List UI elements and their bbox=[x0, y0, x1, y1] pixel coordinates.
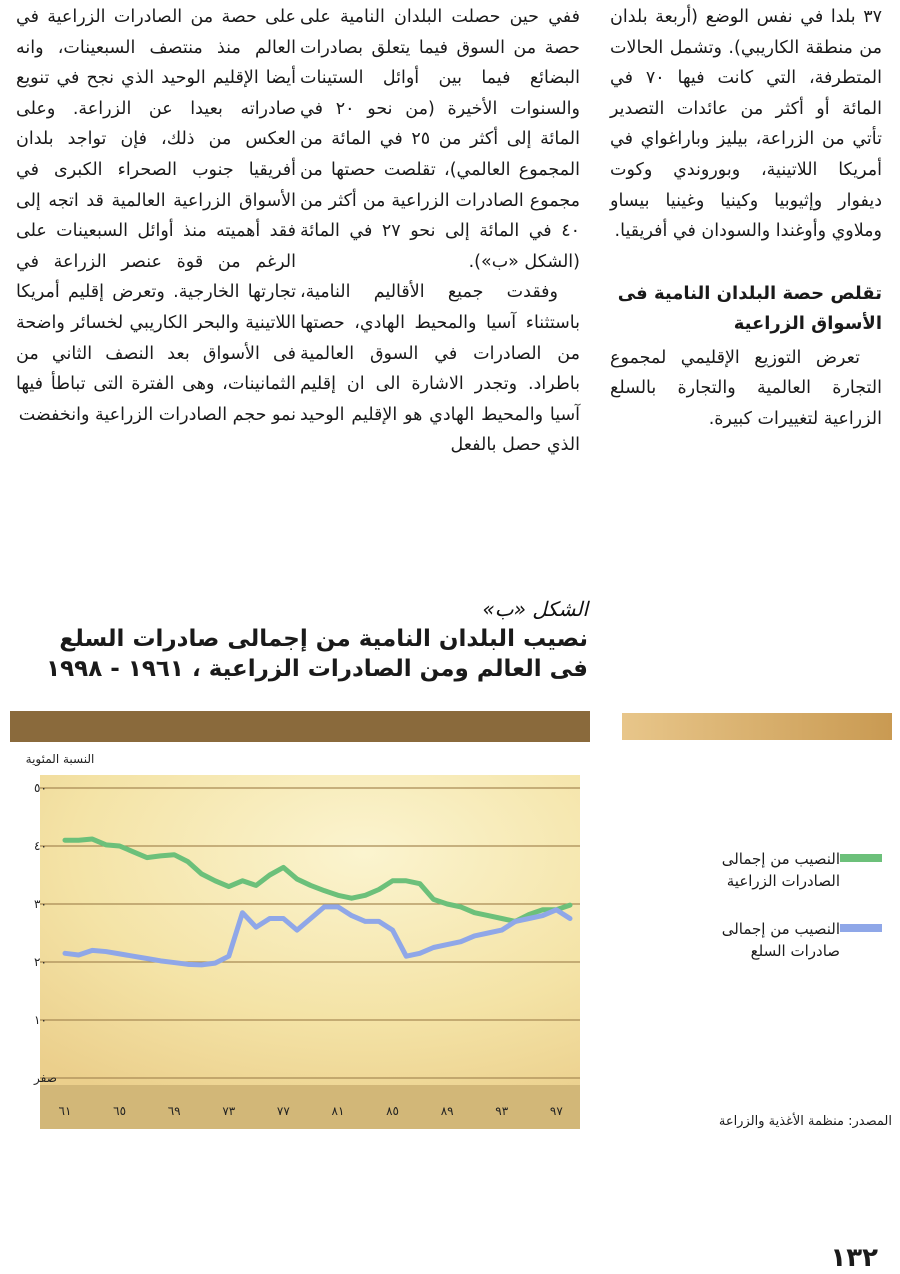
x-tick-label: ٦٥ bbox=[113, 1104, 127, 1118]
y-tick-label: صفر bbox=[34, 1071, 57, 1085]
x-tick-label: ٨٥ bbox=[386, 1104, 400, 1118]
paragraph: ففي حين حصلت البلدان النامية على حصة من السوق فيما يتعلق بصادرات البضائع فيما بين أوائل الستينات والسنوات الأخيرة (من نحو ٢٠ في المائة إلى أكثر من ٢٥ في المائة من المجموع العالمي)، تقلصت حصتها من مجموع الصادرات الزراعية من أكثر من ٤٠ في المائة إلى نحو ٢٧ في المائة (الشكل «ب»). bbox=[300, 7, 580, 272]
x-tick-label: ٦٩ bbox=[167, 1104, 181, 1118]
x-tick-label: ٦١ bbox=[58, 1104, 72, 1118]
y-tick-label: ٤٠ bbox=[34, 839, 47, 853]
figure-label: الشكل «ب» bbox=[482, 597, 588, 621]
text-column-left bbox=[16, 2, 296, 430]
x-tick-label: ٨٩ bbox=[440, 1104, 454, 1118]
chart-header-band bbox=[10, 711, 590, 742]
y-tick-label: ١٠ bbox=[34, 1013, 47, 1027]
y-tick-label: ٥٠ bbox=[34, 781, 47, 795]
figure-title: نصيب البلدان النامية من إجمالى صادرات السلع فى العالم ومن الصادرات الزراعية ، ١٩٦١ - ١٩٩٨ bbox=[46, 626, 588, 682]
x-tick-label: ٩٧ bbox=[549, 1104, 563, 1118]
line-chart bbox=[0, 745, 600, 1135]
paragraph: ٣٧ بلدا في نفس الوضع (أربعة بلدان من منطقة الكاريبي). وتشمل الحالات المتطرفة، التي كانت فيها ٧٠ في المائة أو أكثر من عائدات التصدير تأتي من الزراعة، بيليز وباراغواي في أمريكا اللاتينية، وبوروندي وكوت ديفوار وإثيوبيا وكينيا وغينيا بيساو وملاوي وأوغندا والسودان في أفريقيا. bbox=[610, 7, 883, 242]
legend-header-band bbox=[622, 713, 892, 740]
page-number: ١٣٢ bbox=[830, 1243, 878, 1273]
legend-swatch-goods bbox=[840, 924, 882, 932]
legend-swatch-agri bbox=[840, 854, 882, 862]
paragraph: وفقدت جميع الأقاليم النامية، باستثناء آسيا والمحيط الهادي، حصتها من الصادرات في السوق العالمية باطراد. وتجدر الاشارة الى ان إقليم آسيا والمحيط الهادي هو الإقليم الوحيد الذي حصل بالفعل bbox=[300, 282, 580, 456]
figure-source: المصدر: منظمة الأغذية والزراعة bbox=[718, 1114, 892, 1129]
section-heading: تقلص حصة البلدان النامية فى الأسواق الزراعية bbox=[617, 282, 882, 334]
legend-label: النصيب من إجمالى الصادرات الزراعية bbox=[721, 850, 840, 890]
legend-item-goods bbox=[690, 918, 840, 962]
x-tick-label: ٧٣ bbox=[222, 1104, 236, 1118]
legend-label: النصيب من إجمالى صادرات السلع bbox=[721, 920, 840, 960]
text-column-middle bbox=[300, 2, 580, 461]
x-tick-label: ٧٧ bbox=[276, 1104, 290, 1118]
y-axis-label: النسبة المئوية bbox=[25, 752, 95, 766]
legend-item-agri bbox=[690, 848, 840, 892]
text-column-right bbox=[610, 2, 882, 435]
x-tick-label: ٨١ bbox=[331, 1104, 345, 1118]
x-tick-label: ٩٣ bbox=[495, 1104, 509, 1118]
y-tick-label: ٢٠ bbox=[34, 955, 47, 969]
paragraph: على حصة من الصادرات الزراعية في العالم منذ منتصف السبعينات، وانه أيضا الإقليم الوحيد الذي نجح في تنويع صادراته بعيدا عن الزراعة. وعلى العكس من ذلك، فإن تواجد بلدان أفريقيا جنوب الصحراء الكبرى في الأسواق الزراعية العالمية قد اتجه إلى فقد أهميته منذ أوائل السبعينات على الرغم من قوة عنصر الزراعة في تجارتها الخارجية. وتعرض إقليم أمريكا اللاتينية والبحر الكاريبي لخسائر واضحة فى الأسواق بعد النصف الثاني من الثمانينات، وهى الفترة التى تباطأ فيها نمو حجم الصادرات الزراعية وانخفضت bbox=[16, 7, 296, 425]
paragraph: تعرض التوزيع الإقليمي لمجموع التجارة العالمية والتجارة بالسلع الزراعية لتغييرات كبيرة. bbox=[610, 347, 882, 429]
y-tick-label: ٣٠ bbox=[34, 897, 47, 911]
